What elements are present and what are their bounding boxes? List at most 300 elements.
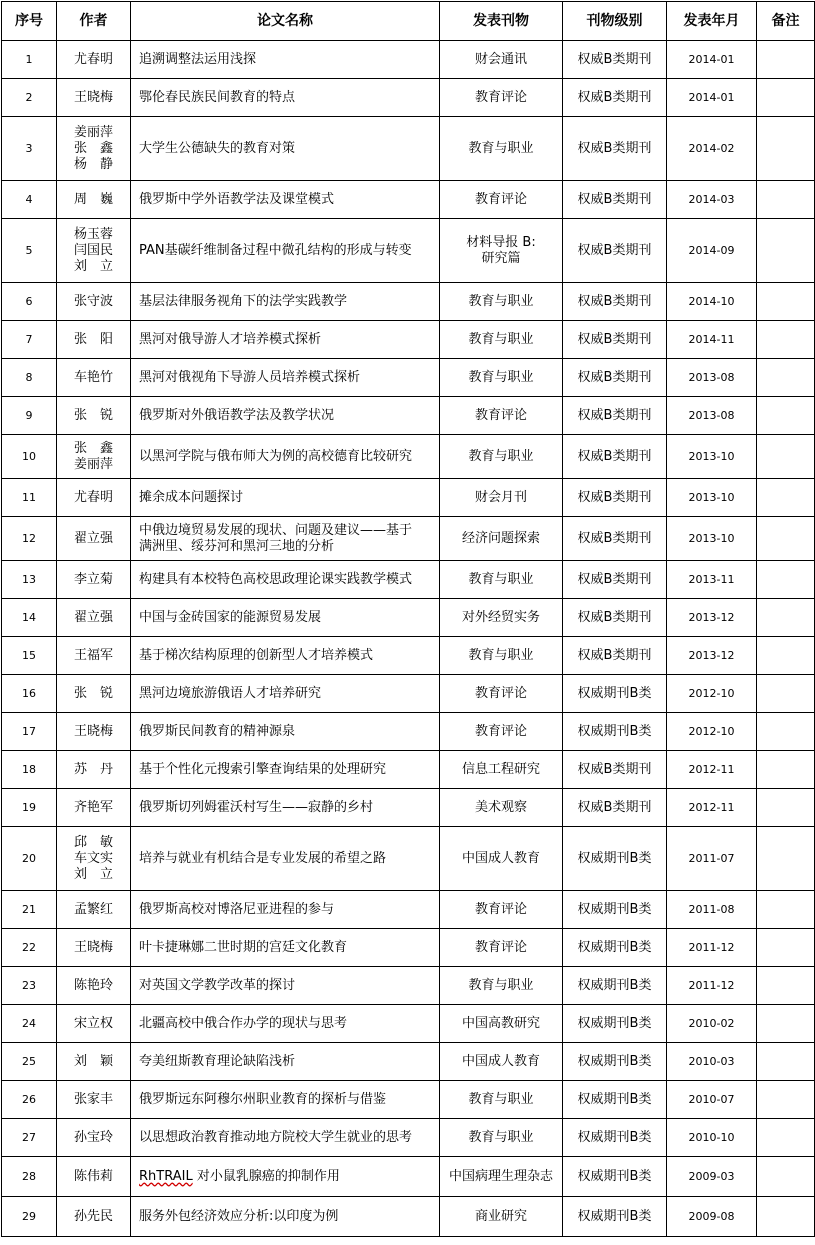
table-row (2, 827, 815, 891)
journal-name: 材料导报 B: (466, 234, 536, 250)
title-text: 俄罗斯对外俄语教学法及教学状况 (139, 407, 335, 423)
header-author: 作者 (57, 2, 131, 41)
table-row (2, 219, 815, 283)
journal-cell (440, 181, 563, 219)
author-cell (57, 79, 131, 117)
title-cell (131, 397, 440, 435)
title-text: 以思想政治教育推动地方院校大学生就业的思考 (139, 1129, 413, 1145)
journal-cell (440, 827, 563, 891)
date-cell: 2010-02 (667, 1005, 757, 1043)
note-cell (757, 283, 815, 321)
table-row (2, 1005, 815, 1043)
header-note: 备注 (757, 2, 815, 41)
journal-cell (440, 219, 563, 283)
title-cell (131, 283, 440, 321)
row-number: 29 (2, 1197, 57, 1237)
author-name: 张家丰 (73, 1091, 113, 1107)
note-cell (757, 1005, 815, 1043)
journal-cell (440, 637, 563, 675)
level-cell: 权威B类期刊 (563, 181, 667, 219)
journal-cell (440, 517, 563, 561)
date-cell: 2013-10 (667, 479, 757, 517)
date-cell: 2011-07 (667, 827, 757, 891)
journal-cell (440, 41, 563, 79)
table-row (2, 1119, 815, 1157)
table-row (2, 397, 815, 435)
papers-table (1, 1, 815, 1237)
level-cell: 权威期刊B类 (563, 1197, 667, 1237)
level-cell: 权威B类期刊 (563, 283, 667, 321)
level-cell: 权威期刊B类 (563, 675, 667, 713)
date-cell: 2010-07 (667, 1081, 757, 1119)
date-cell: 2010-03 (667, 1043, 757, 1081)
table-row (2, 41, 815, 79)
author-cell (57, 321, 131, 359)
author-cell (57, 1119, 131, 1157)
journal-cell (440, 79, 563, 117)
author-cell (57, 359, 131, 397)
journal-name: 教育评论 (474, 685, 527, 701)
header-journal: 发表刊物 (440, 2, 563, 41)
author-cell (57, 479, 131, 517)
journal-name: 教育评论 (474, 407, 527, 423)
journal-cell (440, 359, 563, 397)
level-cell: 权威B类期刊 (563, 561, 667, 599)
title-text: 叶卡捷琳娜二世时期的宫廷文化教育 (139, 939, 348, 955)
level-cell: 权威B类期刊 (563, 435, 667, 479)
author-name: 陈伟莉 (73, 1168, 113, 1184)
author-name: 张守波 (73, 293, 113, 309)
author-name: 姜丽萍 (73, 124, 113, 140)
level-cell: 权威B类期刊 (563, 751, 667, 789)
row-number: 19 (2, 789, 57, 827)
journal-cell (440, 1081, 563, 1119)
note-cell (757, 713, 815, 751)
author-name: 宋立权 (73, 1015, 113, 1031)
title-cell (131, 1157, 440, 1197)
row-number: 4 (2, 181, 57, 219)
title-cell (131, 929, 440, 967)
note-cell (757, 967, 815, 1005)
level-cell: 权威B类期刊 (563, 79, 667, 117)
table-row (2, 561, 815, 599)
author-name: 孙先民 (73, 1208, 113, 1224)
title-cell (131, 41, 440, 79)
author-name: 陈艳玲 (73, 977, 113, 993)
row-number: 5 (2, 219, 57, 283)
title-text: 黑河对俄视角下导游人员培养模式探析 (139, 369, 361, 385)
table-row (2, 79, 815, 117)
title-text: 构建具有本校特色高校思政理论课实践教学模式 (139, 571, 413, 587)
author-cell (57, 435, 131, 479)
date-cell: 2010-10 (667, 1119, 757, 1157)
date-cell: 2013-08 (667, 359, 757, 397)
journal-name: 教育与职业 (468, 140, 534, 156)
header-level: 刊物级别 (563, 2, 667, 41)
author-name: 杨 静 (73, 156, 113, 172)
row-number: 25 (2, 1043, 57, 1081)
author-cell (57, 929, 131, 967)
table-row (2, 1197, 815, 1237)
level-cell: 权威期刊B类 (563, 1043, 667, 1081)
journal-name: 教育与职业 (468, 1091, 534, 1107)
author-cell (57, 675, 131, 713)
journal-name: 教育评论 (474, 939, 527, 955)
author-cell (57, 967, 131, 1005)
title-text: 俄罗斯远东阿穆尔州职业教育的探析与借鉴 (139, 1091, 387, 1107)
row-number: 23 (2, 967, 57, 1005)
title-text: 基于梯次结构原理的创新型人才培养模式 (139, 647, 374, 663)
date-cell: 2014-11 (667, 321, 757, 359)
author-cell (57, 397, 131, 435)
title-text: 培养与就业有机结合是专业发展的希望之路 (139, 850, 387, 866)
title-text (139, 1169, 435, 1185)
level-cell: 权威B类期刊 (563, 599, 667, 637)
title-text: 摊余成本问题探讨 (139, 489, 244, 505)
row-number: 22 (2, 929, 57, 967)
date-cell: 2014-09 (667, 219, 757, 283)
title-text: 北疆高校中俄合作办学的现状与思考 (139, 1015, 348, 1031)
table-row (2, 1081, 815, 1119)
journal-name: 教育与职业 (468, 331, 534, 347)
author-cell (57, 1157, 131, 1197)
level-cell: 权威期刊B类 (563, 1005, 667, 1043)
date-cell: 2012-11 (667, 751, 757, 789)
journal-name: 美术观察 (474, 799, 527, 815)
level-cell: 权威B类期刊 (563, 41, 667, 79)
title-text: PAN基碳纤维制备过程中微孔结构的形成与转变 (139, 242, 412, 258)
table-row (2, 675, 815, 713)
title-cell (131, 675, 440, 713)
author-name: 闫国民 (73, 242, 113, 258)
note-cell (757, 517, 815, 561)
note-cell (757, 397, 815, 435)
journal-cell (440, 789, 563, 827)
author-name: 尤春明 (73, 51, 113, 67)
date-cell: 2012-11 (667, 789, 757, 827)
date-cell: 2013-10 (667, 517, 757, 561)
level-cell: 权威期刊B类 (563, 929, 667, 967)
title-text: 基层法律服务视角下的法学实践教学 (139, 293, 348, 309)
author-cell (57, 41, 131, 79)
note-cell (757, 41, 815, 79)
author-name: 张 锐 (73, 407, 113, 423)
note-cell (757, 479, 815, 517)
date-cell: 2011-08 (667, 891, 757, 929)
author-name: 张 锐 (73, 685, 113, 701)
journal-name: 中国成人教育 (461, 850, 540, 866)
header-row (2, 2, 815, 41)
table-row (2, 751, 815, 789)
title-text: 中俄边境贸易发展的现状、问题及建议——基于 (139, 522, 413, 538)
journal-name: 教育评论 (474, 191, 527, 207)
level-cell: 权威B类期刊 (563, 117, 667, 181)
title-cell (131, 1081, 440, 1119)
title-cell (131, 359, 440, 397)
row-number: 14 (2, 599, 57, 637)
table-row (2, 713, 815, 751)
level-cell: 权威B类期刊 (563, 219, 667, 283)
title-cell (131, 891, 440, 929)
journal-cell (440, 713, 563, 751)
table-row (2, 321, 815, 359)
table-row (2, 479, 815, 517)
journal-name: 教育与职业 (468, 571, 534, 587)
author-cell (57, 599, 131, 637)
date-cell: 2013-10 (667, 435, 757, 479)
row-number: 10 (2, 435, 57, 479)
journal-cell (440, 929, 563, 967)
note-cell (757, 1157, 815, 1197)
author-cell (57, 891, 131, 929)
title-cell (131, 599, 440, 637)
journal-name: 对外经贸实务 (461, 609, 540, 625)
row-number: 20 (2, 827, 57, 891)
title-cell (131, 713, 440, 751)
author-name: 张 鑫 (73, 140, 113, 156)
row-number: 17 (2, 713, 57, 751)
note-cell (757, 359, 815, 397)
level-cell: 权威B类期刊 (563, 637, 667, 675)
author-name: 李立菊 (73, 571, 113, 587)
journal-name: 教育与职业 (468, 448, 534, 464)
journal-name: 教育与职业 (468, 369, 534, 385)
date-cell: 2013-08 (667, 397, 757, 435)
author-cell (57, 789, 131, 827)
author-name: 王晓梅 (73, 939, 113, 955)
journal-name: 教育与职业 (468, 293, 534, 309)
date-cell: 2012-10 (667, 675, 757, 713)
title-text: 鄂伦春民族民间教育的特点 (139, 89, 296, 105)
level-cell: 权威B类期刊 (563, 359, 667, 397)
author-name: 周 巍 (73, 191, 113, 207)
date-cell: 2011-12 (667, 967, 757, 1005)
level-cell: 权威期刊B类 (563, 713, 667, 751)
note-cell (757, 675, 815, 713)
journal-cell (440, 479, 563, 517)
row-number: 27 (2, 1119, 57, 1157)
table-row (2, 891, 815, 929)
journal-name: 中国成人教育 (461, 1053, 540, 1069)
note-cell (757, 561, 815, 599)
row-number: 7 (2, 321, 57, 359)
author-name: 王晓梅 (73, 723, 113, 739)
level-cell: 权威期刊B类 (563, 1157, 667, 1197)
date-cell: 2014-01 (667, 41, 757, 79)
title-cell (131, 219, 440, 283)
table-row (2, 1157, 815, 1197)
author-cell (57, 751, 131, 789)
journal-cell (440, 321, 563, 359)
author-name: 孟繁红 (73, 901, 113, 917)
title-cell (131, 479, 440, 517)
header-date: 发表年月 (667, 2, 757, 41)
note-cell (757, 637, 815, 675)
row-number: 6 (2, 283, 57, 321)
author-cell (57, 181, 131, 219)
journal-name: 商业研究 (474, 1208, 527, 1224)
date-cell: 2013-12 (667, 637, 757, 675)
journal-cell (440, 1197, 563, 1237)
level-cell: 权威期刊B类 (563, 891, 667, 929)
level-cell: 权威B类期刊 (563, 397, 667, 435)
title-cell (131, 561, 440, 599)
author-name: 车文实 (73, 850, 113, 866)
journal-name: 教育与职业 (468, 647, 534, 663)
journal-cell (440, 751, 563, 789)
title-text: 夸美纽斯教育理论缺陷浅析 (139, 1053, 296, 1069)
title-text: 满洲里、绥芬河和黑河三地的分析 (139, 538, 335, 554)
row-number: 18 (2, 751, 57, 789)
author-cell (57, 1005, 131, 1043)
table-row (2, 599, 815, 637)
note-cell (757, 1043, 815, 1081)
table-row (2, 929, 815, 967)
title-cell (131, 637, 440, 675)
note-cell (757, 79, 815, 117)
title-text: 俄罗斯切列姆霍沃村写生——寂静的乡村 (139, 799, 374, 815)
level-cell: 权威期刊B类 (563, 1119, 667, 1157)
journal-cell (440, 1157, 563, 1197)
date-cell: 2009-03 (667, 1157, 757, 1197)
note-cell (757, 929, 815, 967)
table-row (2, 181, 815, 219)
date-cell: 2013-12 (667, 599, 757, 637)
title-text: 黑河边境旅游俄语人才培养研究 (139, 685, 322, 701)
note-cell (757, 1197, 815, 1237)
title-cell (131, 751, 440, 789)
note-cell (757, 891, 815, 929)
table-row (2, 517, 815, 561)
row-number: 21 (2, 891, 57, 929)
title-cell (131, 967, 440, 1005)
author-cell (57, 283, 131, 321)
table-body (2, 41, 815, 1237)
note-cell (757, 827, 815, 891)
journal-name: 教育评论 (474, 723, 527, 739)
row-number: 9 (2, 397, 57, 435)
title-cell (131, 181, 440, 219)
journal-cell (440, 1005, 563, 1043)
journal-cell (440, 117, 563, 181)
row-number: 2 (2, 79, 57, 117)
author-name: 齐艳军 (73, 799, 113, 815)
title-rest: 对小鼠乳腺癌的抑制作用 (196, 1168, 340, 1184)
row-number: 8 (2, 359, 57, 397)
journal-cell (440, 599, 563, 637)
journal-name: 教育评论 (474, 901, 527, 917)
note-cell (757, 181, 815, 219)
level-cell: 权威期刊B类 (563, 827, 667, 891)
author-name: 姜丽萍 (73, 456, 113, 472)
row-number: 3 (2, 117, 57, 181)
note-cell (757, 789, 815, 827)
author-name: 王晓梅 (73, 89, 113, 105)
author-name: 苏 丹 (73, 761, 113, 777)
author-cell (57, 1043, 131, 1081)
author-name: 刘 立 (73, 258, 113, 274)
header-no: 序号 (2, 2, 57, 41)
date-cell: 2014-03 (667, 181, 757, 219)
journal-name: 教育评论 (474, 89, 527, 105)
author-cell (57, 713, 131, 751)
author-name: 邱 敏 (73, 834, 113, 850)
header-title: 论文名称 (131, 2, 440, 41)
table-row (2, 359, 815, 397)
title-text: 大学生公德缺失的教育对策 (139, 140, 296, 156)
title-text: 中国与金砖国家的能源贸易发展 (139, 609, 322, 625)
table-row (2, 1043, 815, 1081)
author-name: 翟立强 (73, 609, 113, 625)
row-number: 12 (2, 517, 57, 561)
title-text: 俄罗斯中学外语教学法及课堂模式 (139, 191, 335, 207)
journal-name: 教育与职业 (468, 1129, 534, 1145)
title-cell (131, 1197, 440, 1237)
row-number: 15 (2, 637, 57, 675)
journal-cell (440, 435, 563, 479)
date-cell: 2014-10 (667, 283, 757, 321)
author-cell (57, 117, 131, 181)
date-cell: 2009-08 (667, 1197, 757, 1237)
author-cell (57, 561, 131, 599)
title-cell (131, 1005, 440, 1043)
level-cell: 权威B类期刊 (563, 479, 667, 517)
note-cell (757, 117, 815, 181)
title-text: 黑河对俄导游人才培养模式探析 (139, 331, 322, 347)
table-row (2, 967, 815, 1005)
title-cell (131, 117, 440, 181)
author-cell (57, 1081, 131, 1119)
title-cell (131, 321, 440, 359)
table-row (2, 117, 815, 181)
title-text: 俄罗斯民间教育的精神源泉 (139, 723, 296, 739)
journal-cell (440, 967, 563, 1005)
date-cell: 2012-10 (667, 713, 757, 751)
row-number: 24 (2, 1005, 57, 1043)
row-number: 13 (2, 561, 57, 599)
journal-name: 中国高教研究 (461, 1015, 540, 1031)
note-cell (757, 435, 815, 479)
level-cell: 权威B类期刊 (563, 321, 667, 359)
table-row (2, 435, 815, 479)
table-row (2, 637, 815, 675)
title-cell (131, 789, 440, 827)
title-text: 服务外包经济效应分析:以印度为例 (139, 1208, 339, 1224)
title-text: 对英国文学教学改革的探讨 (139, 977, 296, 993)
title-cell (131, 517, 440, 561)
author-name: 张 阳 (73, 331, 113, 347)
title-text: 俄罗斯高校对博洛尼亚进程的参与 (139, 901, 335, 917)
level-cell: 权威期刊B类 (563, 967, 667, 1005)
journal-cell (440, 397, 563, 435)
row-number: 16 (2, 675, 57, 713)
note-cell (757, 599, 815, 637)
row-number: 1 (2, 41, 57, 79)
journal-cell (440, 891, 563, 929)
journal-cell (440, 675, 563, 713)
author-name: 刘 颖 (73, 1053, 113, 1069)
date-cell: 2014-02 (667, 117, 757, 181)
title-text: 基于个性化元搜索引擎查询结果的处理研究 (139, 761, 387, 777)
title-cell (131, 435, 440, 479)
title-cell (131, 79, 440, 117)
date-cell: 2013-11 (667, 561, 757, 599)
note-cell (757, 219, 815, 283)
title-cell (131, 827, 440, 891)
author-name: 尤春明 (73, 489, 113, 505)
author-cell (57, 219, 131, 283)
journal-cell (440, 561, 563, 599)
